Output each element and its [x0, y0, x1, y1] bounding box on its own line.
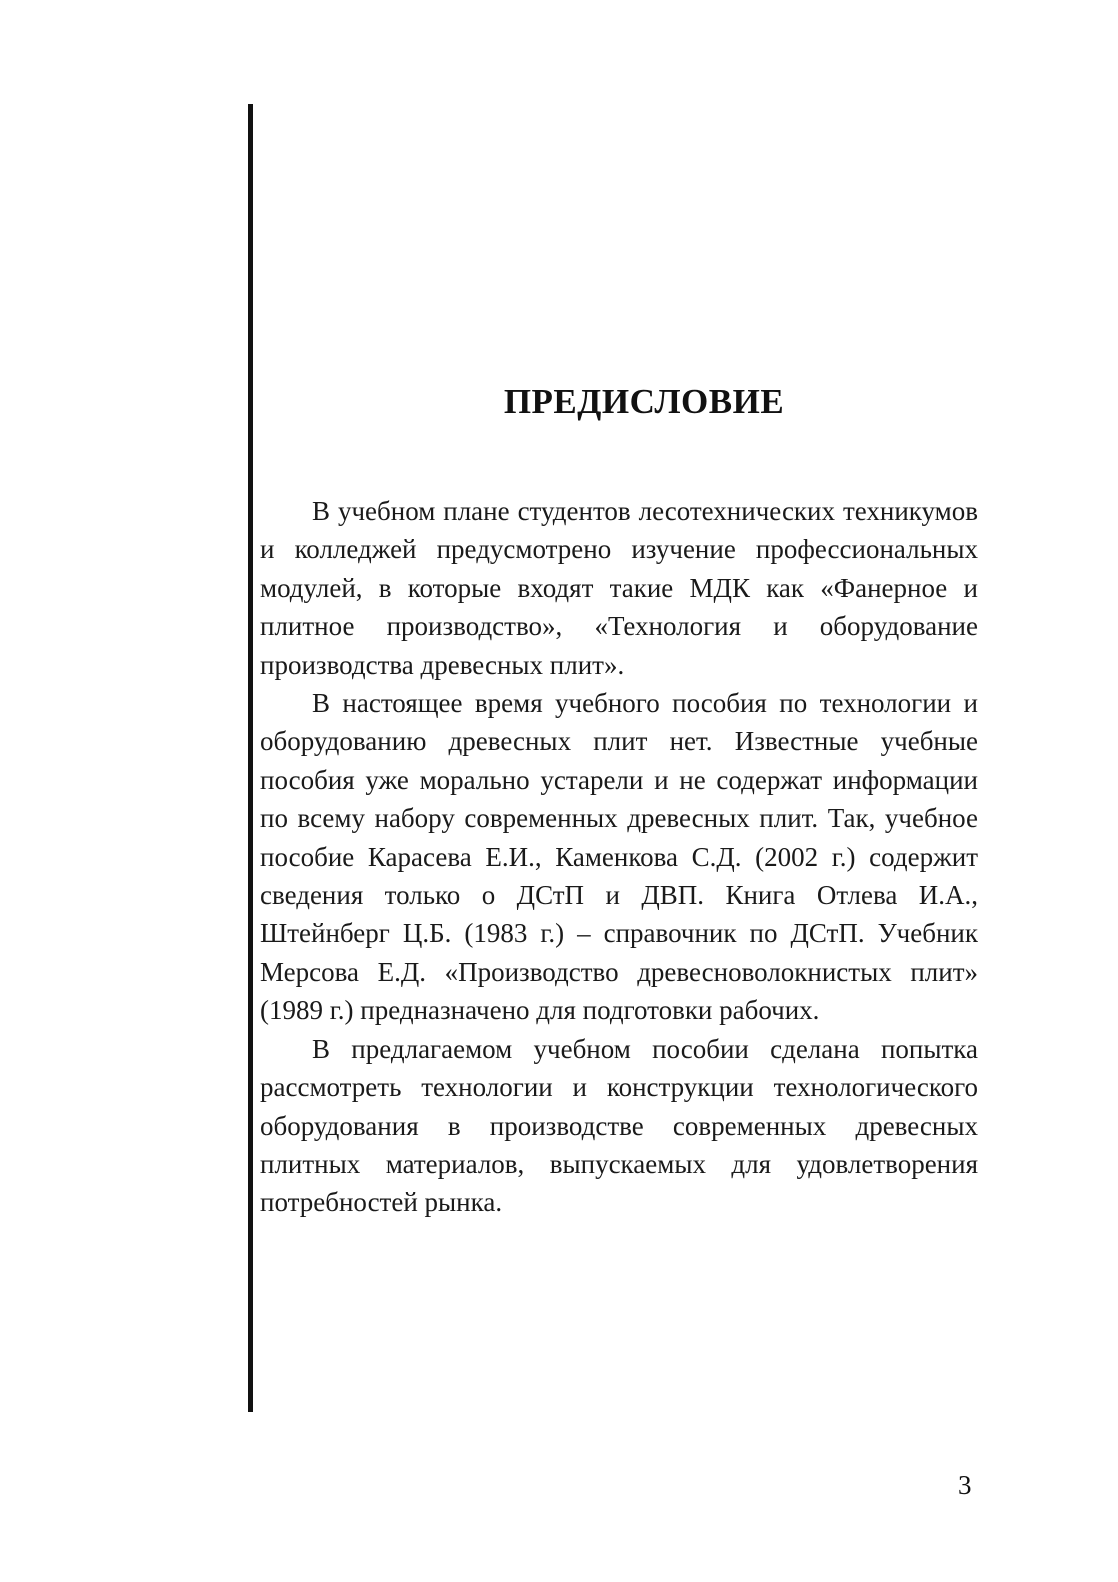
paragraph-1: В учебном плане студентов лесотехнических техникумов и колледжей предусмотрено изучение профессиональных модулей, в которые входят такие МДК как «Фанерное и плитное производство», «Технология и оборудование производства древесных плит».	[260, 496, 978, 680]
page-content	[260, 382, 978, 1222]
margin-rule	[248, 104, 253, 1412]
paragraph-2: В настоящее время учебного пособия по технологии и оборудованию древесных плит нет. Известные учебные пособия уже морально устарели и не содержат информации по всему набору современных древесных плит. Так, учебное пособие Карасева Е.И., Каменкова С.Д. (2002 г.) содержит сведения только о ДСтП и ДВП. Книга Отлева И.А., Штейнберг Ц.Б. (1983 г.) – справочник по ДСтП. Учебник Мерсова Е.Д. «Производство древесноволокнистых плит» (1989 г.) предназначено для подготовки рабочих.	[260, 688, 978, 1026]
page-title: ПРЕДИСЛОВИЕ	[503, 382, 785, 421]
paragraph-3: В предлагаемом учебном пособии сделана попытка рассмотреть технологии и конструкции технологического оборудования в производстве современных древесных плитных материалов, выпускаемых для удовлетворения потребностей рынка.	[260, 1033, 978, 1218]
page-number: 3	[958, 1470, 972, 1500]
